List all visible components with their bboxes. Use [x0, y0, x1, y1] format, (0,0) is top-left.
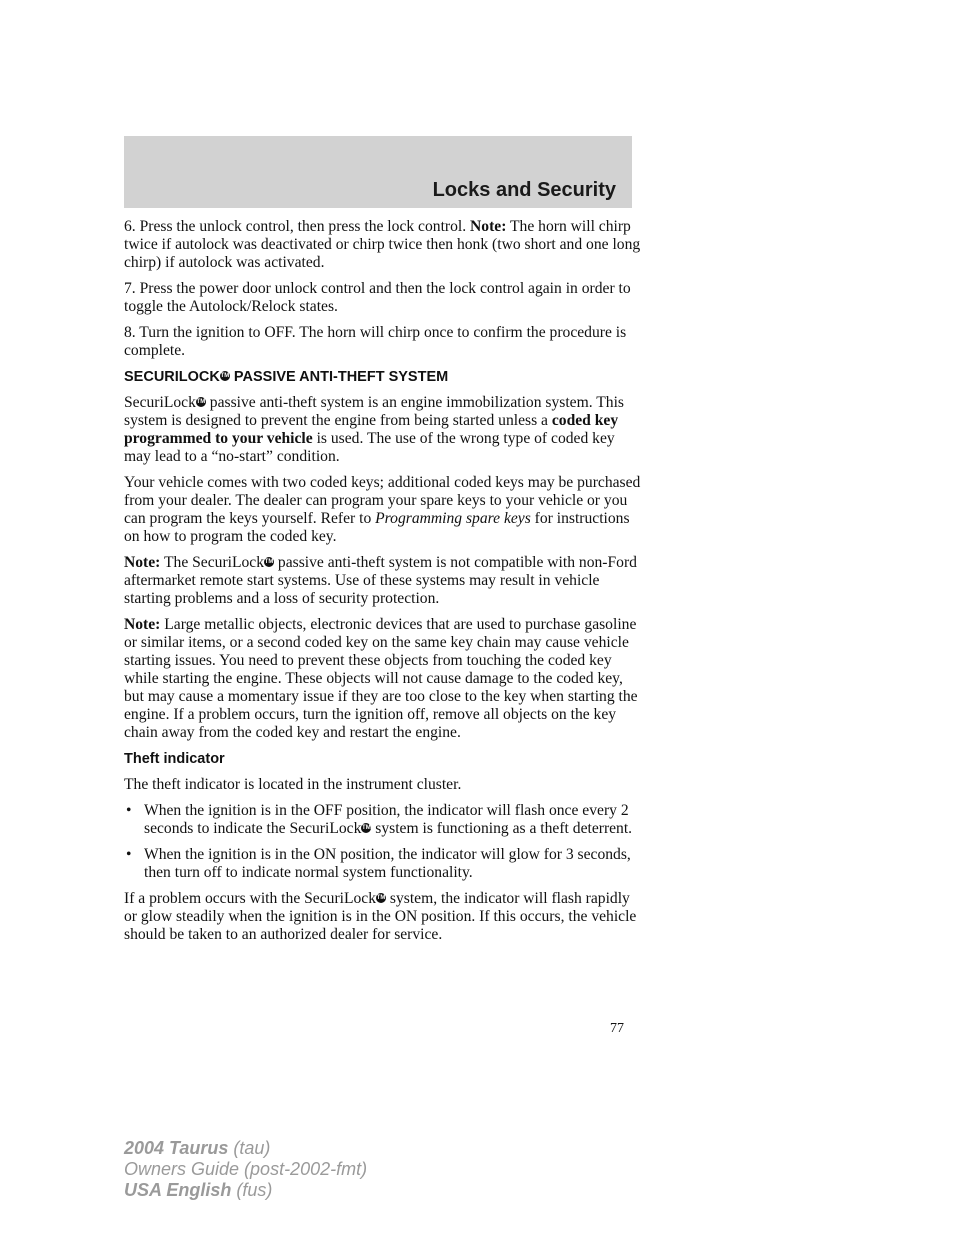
- bullet-icon: •: [126, 802, 132, 819]
- cross-reference: Programming spare keys: [375, 510, 531, 527]
- heading-theft-indicator: Theft indicator: [124, 751, 225, 767]
- section-title: Locks and Security: [432, 179, 616, 201]
- document-footer: 2004 Taurus (tau) Owners Guide (post-2002-fmt) USA English (fus): [124, 1138, 368, 1200]
- page-content: [124, 218, 644, 952]
- trademark-icon: TM: [196, 399, 206, 405]
- note-remote-start: Note: The SecuriLockTM passive anti-theft system is not compatible with non-Ford aftermarket remote start systems. Use of these systems may result in vehicle starting problems and a loss of security protection.: [124, 554, 637, 607]
- paragraph-problem: If a problem occurs with the SecuriLockTM system, the indicator will flash rapidly or glow steadily when the ignition is in the ON position. If this occurs, the vehicle should be taken to an authorized dealer for service.: [124, 890, 637, 943]
- step-7: 7. Press the power door unlock control and then the lock control again in order to toggle the Autolock/Relock states.: [124, 280, 631, 315]
- section-header-band: [124, 136, 632, 208]
- step-6: 6. Press the unlock control, then press the lock control. Note: The horn will chirp twice if autolock was deactivated or chirp twice then honk (two short and one long chirp) if autolock was activated.: [124, 218, 641, 271]
- note-label: Note:: [470, 218, 507, 235]
- trademark-icon: TM: [264, 559, 274, 565]
- list-item: • When the ignition is in the ON position, the indicator will glow for 3 seconds, then turn off to indicate normal system functionality.: [126, 846, 631, 881]
- note-metallic-objects: Note: Large metallic objects, electronic devices that are used to purchase gasoline or similar items, or a second coded key on the same key chain may cause vehicle starting issues. You need to prevent these objects from touching the coded key while starting the engine. These objects will not cause damage to the coded key, but may cause a momentary issue if they are too close to the key when starting the engine. If a problem occurs, turn the ignition off, remove all objects on the key chain away from the coded key and restart the engine.: [124, 616, 638, 741]
- trademark-icon: TM: [376, 895, 386, 901]
- paragraph-immobilizer: SecuriLockTM passive anti-theft system is an engine immobilization system. This system is designed to prevent the engine from being started unless a coded key programmed to your vehicle is used. The use of the wrong type of coded key may lead to a “no-start” condition.: [124, 394, 624, 465]
- list-item: • When the ignition is in the OFF position, the indicator will flash once every 2 seconds to indicate the SecuriLockTM system is functioning as a theft deterrent.: [126, 802, 633, 837]
- page-number: 77: [610, 1021, 624, 1036]
- heading-securilock: SECURILOCKTM PASSIVE ANTI-THEFT SYSTEM: [124, 369, 449, 385]
- paragraph-indicator-location: The theft indicator is located in the instrument cluster.: [124, 776, 462, 793]
- step-8: 8. Turn the ignition to OFF. The horn will chirp once to confirm the procedure is complete.: [124, 324, 627, 359]
- trademark-icon: TM: [220, 373, 230, 379]
- trademark-icon: TM: [362, 825, 371, 831]
- bullet-icon: •: [126, 846, 132, 863]
- paragraph-coded-keys: Your vehicle comes with two coded keys; additional coded keys may be purchased from your dealer. The dealer can program your spare keys to your vehicle or you can program the keys yourself. Refer to Programming spare keys for instructions on how to program the coded key.: [124, 474, 641, 545]
